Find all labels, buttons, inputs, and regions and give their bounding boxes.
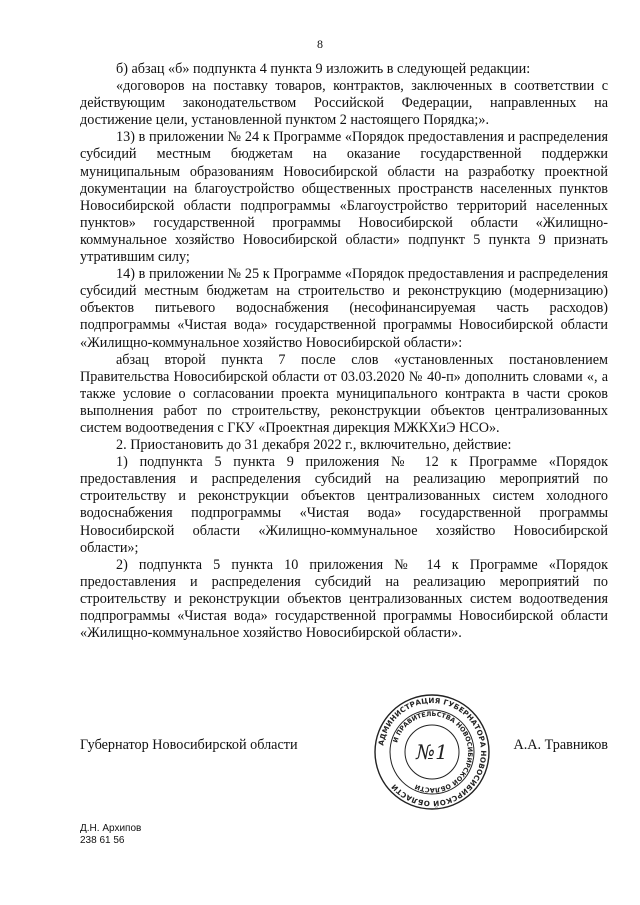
official-seal <box>372 692 492 812</box>
paragraph: 1) подпункта 5 пункта 9 приложения № 12 к Программе «Порядок предоставления и распределения субсидий на реализацию мероприятий по строительству и реконструкции объектов централизованных систем холодного водоснабжения подпрограммы «Чистая вода» государственной программы Новосибирской области «Жилищно-коммунальное хозяйство Новосибирской области»; <box>80 454 608 556</box>
paragraph: абзац второй пункта 7 после слов «установленных постановлением Правительства Новосибирской области от 03.03.2020 № 40-п» дополнить словами «, а также условие о согласовании проекта муниципального контракта в части сроков выполнения работ по строительству, реконструкции объектов централизованных систем водоотведения с ГКУ «Проектная дирекция МЖКХиЭ НСО». <box>80 351 608 436</box>
paragraph: 13) в приложении № 24 к Программе «Порядок предоставления и распределения субсидий местным бюджетам на оказание государственной поддержки муниципальным образованиям Новосибирской области на разработку проектной документации на благоустройство общественных пространств населенных пунктов Новосибирской области подпрограммы «Благоустройство территорий населенных пунктов» государственной программы Новосибирской области «Жилищно-коммунальное хозяйство Новосибирской области» подпункт 5 пункта 9 признать утратившим силу; <box>80 129 608 266</box>
paragraph: 14) в приложении № 25 к Программе «Порядок предоставления и распределения субсидий местным бюджетам на строительство и реконструкцию (модернизацию) объектов питьевого водоснабжения (несофинансируемая часть расходов) подпрограммы «Чистая вода» государственной программы Новосибирской области «Жилищно-коммунальное хозяйство Новосибирской области»: <box>80 266 608 351</box>
seal-inner-text: И ПРАВИТЕЛЬСТВА НОВОСИБИРСКОЙ ОБЛАСТИ <box>391 709 475 795</box>
executor-info <box>80 823 141 847</box>
executor-phone: 238 61 56 <box>80 835 125 846</box>
signatory-name: А.А. Травников <box>513 737 608 753</box>
paragraph: «договоров на поставку товаров, контрактов, заключенных в соответствии с действующим законодательством Российской Федерации, направленных на достижение цели, установленной пунктом 2 настоящего Порядка;». <box>80 78 608 129</box>
paragraph: 2. Приостановить до 31 декабря 2022 г., включительно, действие: <box>116 437 512 454</box>
signatory-title: Губернатор Новосибирской области <box>80 737 298 753</box>
executor-name: Д.Н. Архипов <box>80 823 142 834</box>
document-body <box>80 61 608 642</box>
seal-center-text: №1 <box>416 740 448 764</box>
page-number: 8 <box>317 37 323 51</box>
paragraph: 2) подпункта 5 пункта 10 приложения № 14 к Программе «Порядок предоставления и распределения субсидий на реализацию мероприятий по строительству и реконструкции объектов централизованных систем водоотведения подпрограммы «Чистая вода» государственной программы Новосибирской области «Жилищно-коммунальное хозяйство Новосибирской области». <box>80 556 608 642</box>
seal-outer-text: АДМИНИСТРАЦИЯ ГУБЕРНАТОРА НОВОСИБИРСКОЙ ОБЛАСТИ <box>376 695 489 809</box>
signature-block <box>80 737 608 757</box>
paragraph: б) абзац «б» подпункта 4 пункта 9 изложить в следующей редакции: <box>116 61 531 77</box>
